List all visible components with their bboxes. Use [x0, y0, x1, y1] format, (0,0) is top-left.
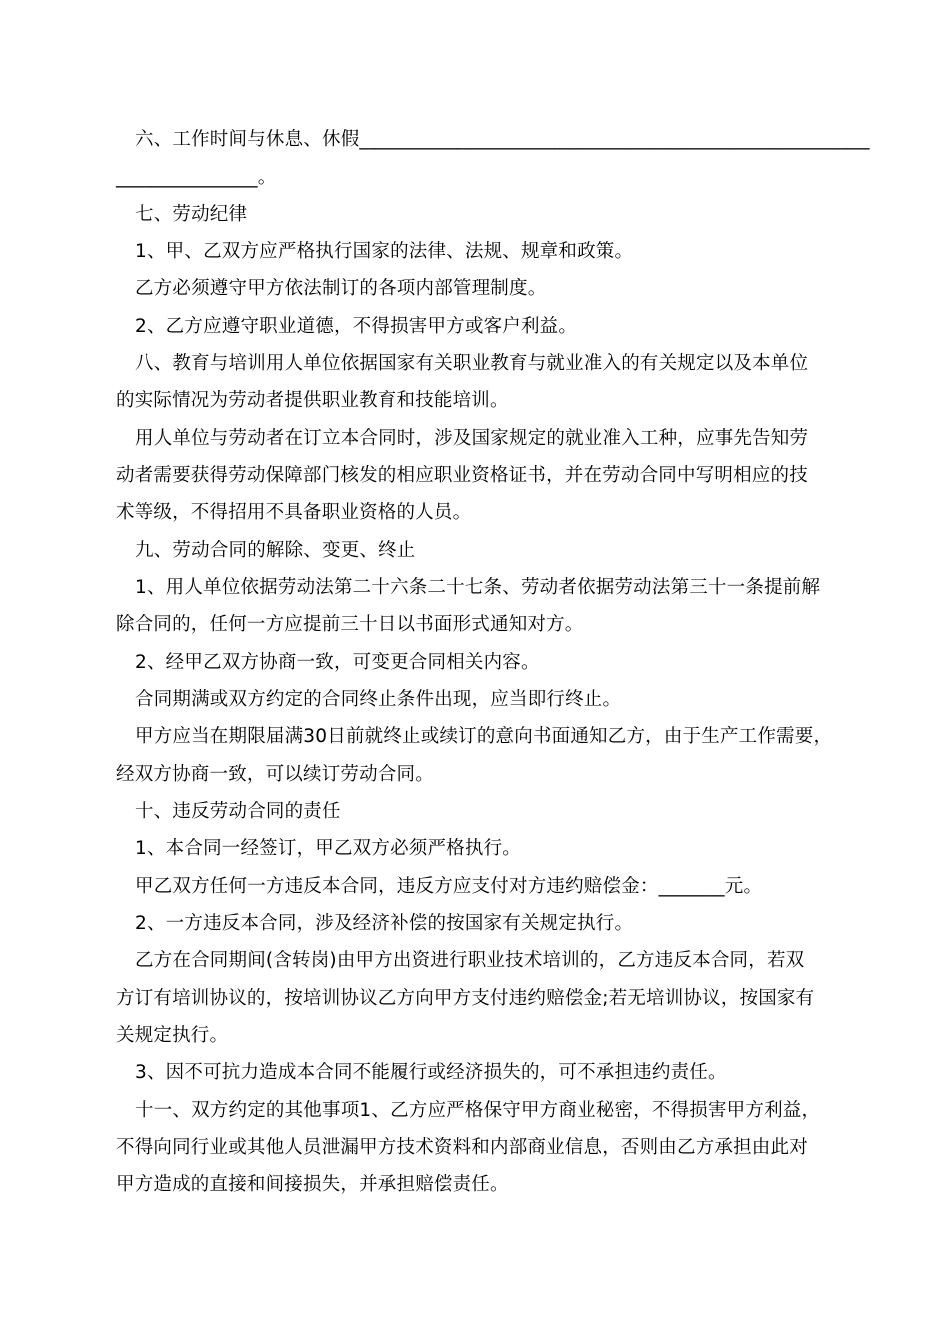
text-line: 甲方应当在期限届满30日前就终止或续订的意向书面通知乙方，由于生产工作需要， [135, 726, 833, 747]
text-line: 1、用人单位依据劳动法第二十六条二十七条、劳动者依据劳动法第三十一条提前解 [135, 577, 821, 598]
text-line: 不得向同行业或其他人员泄漏甲方技术资料和内部商业信息，否则由乙方承担由此对 [116, 1137, 808, 1158]
text-line: 术等级，不得招用不具备职业资格的人员。 [116, 502, 472, 523]
text-line: 用人单位与劳动者在订立本合同时，涉及国家规定的就业准入工种，应事先告知劳 [135, 428, 809, 449]
text-line: 方订有培训协议的，按培训协议乙方向甲方支付违约赔偿金;若无培训协议，按国家有 [116, 988, 815, 1009]
text-line: 甲方造成的直接和间接损失，并承担赔偿责任。 [116, 1174, 509, 1195]
section-7-heading: 七、劳动纪律 [135, 204, 248, 225]
text-line: 动者需要获得劳动保障部门核发的相应职业资格证书，并在劳动合同中写明相应的技 [116, 465, 808, 486]
text-line: 经双方协商一致，可以续订劳动合同。 [116, 764, 434, 785]
text-line: 除合同的，任何一方应提前三十日以书面形式通知对方。 [116, 614, 584, 635]
text-line: _______________。 [116, 167, 277, 188]
text-line: 关规定执行。 [116, 1025, 229, 1046]
text-line: 甲乙双方任何一方违反本合同，违反方应支付对方违约赔偿金：_______元。 [135, 876, 763, 897]
section-9-heading: 九、劳动合同的解除、变更、终止 [135, 540, 416, 561]
section-11-heading: 十一、双方约定的其他事项1、乙方应严格保守甲方商业秘密，不得损害甲方利益， [135, 1100, 821, 1121]
text-line: 合同期满或双方约定的合同终止条件出现，应当即行终止。 [135, 689, 622, 710]
section-10-heading: 十、违反劳动合同的责任 [135, 801, 341, 822]
text-line: 乙方必须遵守甲方依法制订的各项内部管理制度。 [135, 278, 547, 299]
text-line: 2、经甲乙双方协商一致，可变更合同相关内容。 [135, 652, 540, 673]
text-line: 2、一方违反本合同，涉及经济补偿的按国家有关规定执行。 [135, 913, 634, 934]
text-line: 3、因不可抗力造成本合同不能履行或经济损失的，可不承担违约责任。 [135, 1062, 727, 1083]
text-line: 1、本合同一经签订，甲乙双方必须严格执行。 [135, 838, 521, 859]
section-6-work-hours-heading: 六、工作时间与休息、休假______________________________________________________ [135, 129, 870, 150]
text-line: 乙方在合同期间(含转岗)由甲方出资进行职业技术培训的，乙方违反本合同，若双 [135, 950, 805, 971]
text-line: 1、甲、乙双方应严格执行国家的法律、法规、规章和政策。 [135, 241, 634, 262]
section-8-heading: 八、教育与培训用人单位依据国家有关职业教育与就业准入的有关规定以及本单位 [135, 353, 809, 374]
text-line: 2、乙方应遵守职业道德，不得损害甲方或客户利益。 [135, 316, 578, 337]
text-line: 的实际情况为劳动者提供职业教育和技能培训。 [116, 390, 509, 411]
